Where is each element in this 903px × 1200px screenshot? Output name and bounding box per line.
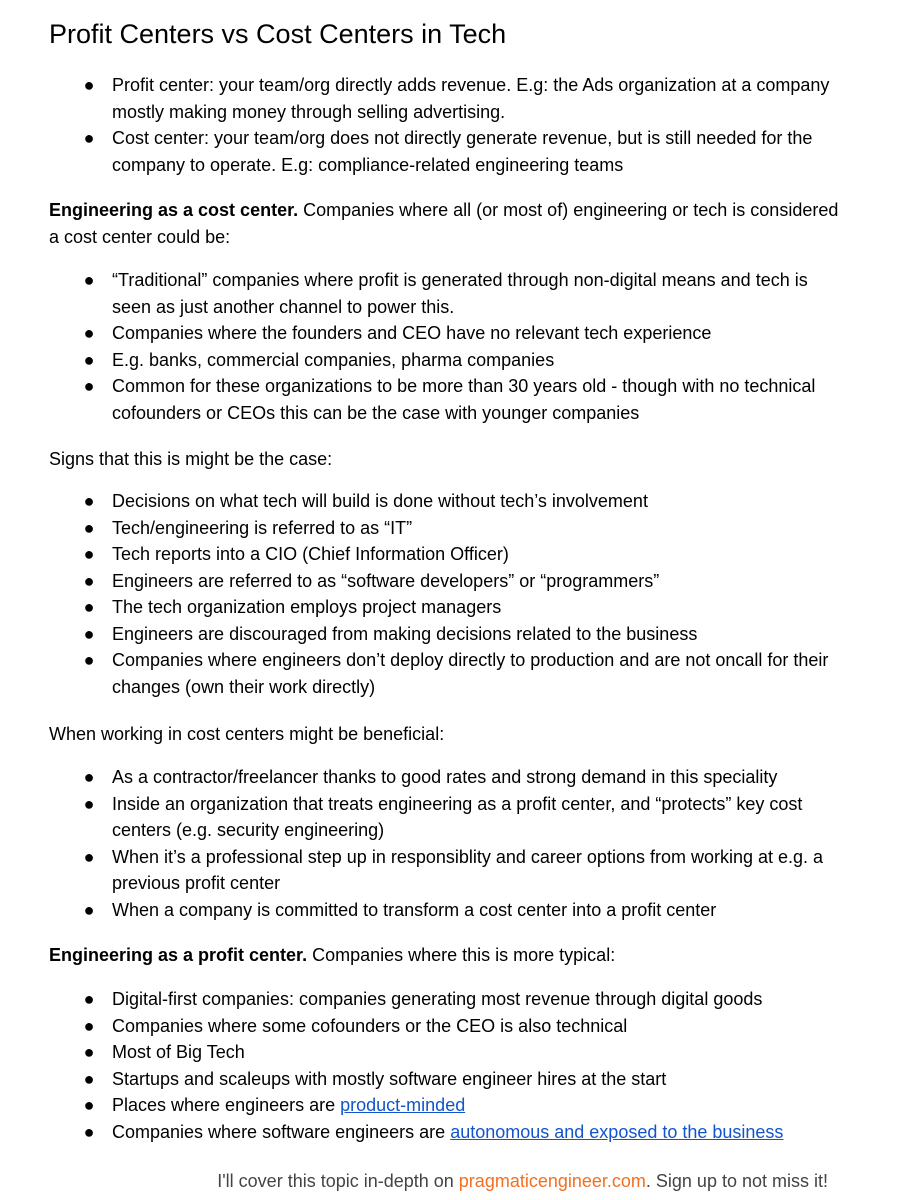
bullet-icon: ● xyxy=(83,1095,95,1115)
list-item xyxy=(0,621,903,648)
bullet-icon: ● xyxy=(83,323,95,343)
list-item xyxy=(0,897,903,924)
list-item xyxy=(0,488,903,515)
bullet-icon: ● xyxy=(83,1121,95,1142)
list-item xyxy=(0,515,903,542)
list-item xyxy=(0,1066,903,1093)
bullet-icon: ● xyxy=(83,1015,95,1036)
bullet-icon: ● xyxy=(83,270,95,290)
list-item xyxy=(0,1119,903,1146)
bullet-icon: ● xyxy=(83,767,95,787)
list-item-text: “Traditional” companies where profit is generated through non-digital means and tech is seen as just another channel to power this. xyxy=(112,270,808,317)
list-item xyxy=(0,568,903,595)
list-item xyxy=(0,647,903,700)
list-item xyxy=(0,72,903,125)
autonomous-exposed-link[interactable]: autonomous and exposed to the business xyxy=(450,1121,784,1142)
list-item xyxy=(0,1013,903,1040)
bullet-icon: ● xyxy=(83,517,95,538)
beneficial-heading: When working in cost centers might be beneficial: xyxy=(49,724,445,744)
bullet-icon: ● xyxy=(83,597,95,617)
bullet-icon: ● xyxy=(83,544,95,564)
list-item-text: Companies where the founders and CEO have no relevant tech experience xyxy=(112,323,712,343)
list-item-text: Common for these organizations to be more than 30 years old - though with no technical cofounders or CEOs this can be the case with younger companies xyxy=(112,376,816,423)
cost-center-heading: Engineering as a cost center. xyxy=(49,200,299,220)
page-title: Profit Centers vs Cost Centers in Tech xyxy=(49,19,507,49)
bullet-icon: ● xyxy=(83,1042,95,1062)
list-item xyxy=(0,267,903,320)
bullet-icon: ● xyxy=(83,650,95,670)
bullet-icon: ● xyxy=(83,128,95,148)
footer-prefix: I'll cover this topic in-depth on xyxy=(217,1171,459,1191)
footer-note xyxy=(217,1168,828,1194)
bullet-icon: ● xyxy=(83,349,95,370)
list-item xyxy=(0,320,903,347)
footer-suffix: . Sign up to not miss it! xyxy=(645,1171,828,1191)
bullet-icon: ● xyxy=(83,1068,95,1089)
profit-center-intro-text: Companies where this is more typical: xyxy=(307,945,616,965)
list-item-text: Engineers are referred to as “software developers” or “programmers” xyxy=(112,570,660,591)
bullet-icon: ● xyxy=(83,570,95,591)
list-item-text: Cost center: your team/org does not directly generate revenue, but is still needed for the company to operate. E.g: compliance-related engineering teams xyxy=(112,128,813,175)
profit-center-list xyxy=(0,986,903,1145)
bullet-icon: ● xyxy=(83,75,95,95)
list-item xyxy=(0,986,903,1013)
signs-heading: Signs that this is might be the case: xyxy=(49,449,333,469)
bullet-icon: ● xyxy=(83,899,95,920)
list-item-text: Profit center: your team/org directly adds revenue. E.g: the Ads organization at a company mostly making money through selling advertising. xyxy=(112,75,830,122)
list-item xyxy=(0,1039,903,1066)
bullet-icon: ● xyxy=(83,846,95,867)
signs-list xyxy=(0,488,903,700)
bullet-icon: ● xyxy=(83,491,95,511)
list-item xyxy=(0,1092,903,1119)
list-item-text: Companies where some cofounders or the CEO is also technical xyxy=(112,1015,628,1036)
list-item xyxy=(0,791,903,844)
list-item xyxy=(0,844,903,897)
list-item-text: When it’s a professional step up in responsiblity and career options from working at e.g. a previous profit center xyxy=(112,846,824,893)
cost-center-list xyxy=(0,267,903,426)
cost-center-paragraph xyxy=(49,197,849,250)
list-item-text: Engineers are discouraged from making decisions related to the business xyxy=(112,623,698,644)
list-item-text: Decisions on what tech will build is done without tech’s involvement xyxy=(112,491,648,511)
list-item-text: E.g. banks, commercial companies, pharma companies xyxy=(112,349,555,370)
list-item xyxy=(0,125,903,178)
list-item-text: The tech organization employs project managers xyxy=(112,597,502,617)
list-item-text: Places where engineers are xyxy=(112,1095,341,1115)
intro-list xyxy=(0,72,903,178)
list-item xyxy=(0,347,903,374)
profit-center-heading: Engineering as a profit center. xyxy=(49,945,308,965)
bullet-icon: ● xyxy=(83,623,95,644)
list-item-text: Tech/engineering is referred to as “IT” xyxy=(112,517,413,538)
list-item xyxy=(0,541,903,568)
list-item-text: Inside an organization that treats engineering as a profit center, and “protects” key cost centers (e.g. security engineering) xyxy=(112,793,803,840)
list-item-text: Startups and scaleups with mostly software engineer hires at the start xyxy=(112,1068,667,1089)
brand-name: pragmaticengineer.com xyxy=(458,1171,646,1191)
bullet-icon: ● xyxy=(83,793,95,814)
bullet-icon: ● xyxy=(83,376,95,396)
beneficial-list xyxy=(0,764,903,923)
cost-center-intro-text: Companies where all (or most of) engineering or tech is considered a cost center could be: xyxy=(49,200,839,247)
list-item-text: Most of Big Tech xyxy=(112,1042,245,1062)
list-item-text: As a contractor/freelancer thanks to good rates and strong demand in this speciality xyxy=(112,767,778,787)
list-item-text: Companies where engineers don’t deploy directly to production and are not oncall for their changes (own their work directly) xyxy=(112,650,829,697)
list-item-text: Companies where software engineers are xyxy=(112,1121,451,1142)
list-item-text: Tech reports into a CIO (Chief Information Officer) xyxy=(112,544,509,564)
list-item xyxy=(0,594,903,621)
profit-center-paragraph xyxy=(49,942,849,969)
product-minded-link[interactable]: product-minded xyxy=(340,1095,466,1115)
bullet-icon: ● xyxy=(83,989,95,1009)
list-item xyxy=(0,373,903,426)
list-item-text: Digital-first companies: companies generating most revenue through digital goods xyxy=(112,989,763,1009)
list-item xyxy=(0,764,903,791)
list-item-text: When a company is committed to transform a cost center into a profit center xyxy=(112,899,717,920)
